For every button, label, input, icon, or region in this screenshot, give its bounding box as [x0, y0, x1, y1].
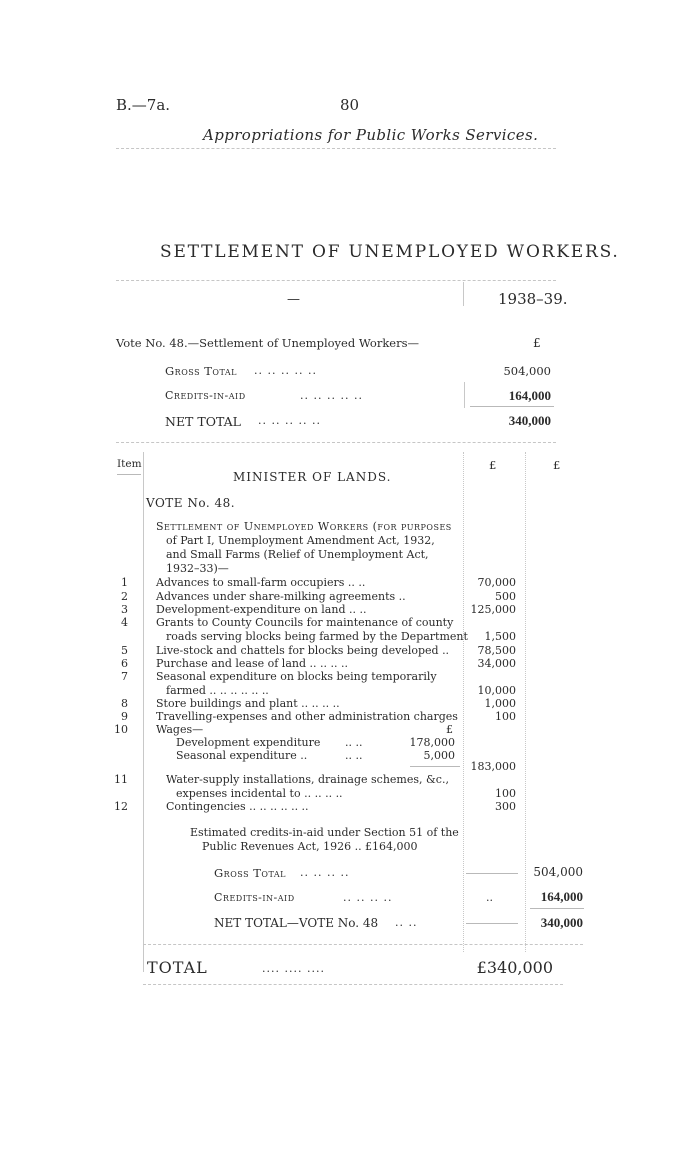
item-description: Purchase and lease of land .. .. .. .. [156, 657, 348, 670]
summary-gross-dots: .. .. .. .. .. [254, 364, 317, 377]
detail-gross-label: Gross Total [214, 866, 286, 880]
detail-credits-mid-dots: .. [486, 891, 493, 904]
amount-column-rule-1 [463, 452, 464, 952]
summary-net-label: NET TOTAL [165, 414, 241, 429]
amount-column-rule-2 [525, 452, 526, 952]
item-number: 10 [114, 723, 128, 736]
summary-year: 1938–39. [498, 290, 568, 308]
item-description: Grants to County Councils for maintenance of county [156, 616, 454, 629]
item-number: 8 [121, 697, 128, 710]
item-amount: 100 [495, 710, 516, 723]
item-number: 7 [121, 670, 128, 683]
intro-line-3: and Small Farms (Relief of Unemployment Act, [166, 548, 429, 561]
wages-row-label: Seasonal expenditure .. [176, 749, 308, 762]
wages-row-value: 5,000 [423, 749, 455, 762]
footer-divider [143, 984, 563, 985]
item-header-rule [117, 474, 141, 475]
minister-heading: MINISTER OF LANDS. [233, 470, 392, 484]
summary-dash: — [287, 292, 300, 307]
item-amount: 500 [495, 590, 516, 603]
item-description-continued: roads serving blocks being farmed by the Department [166, 630, 468, 643]
detail-net-leader [466, 923, 518, 924]
wages-currency: £ [446, 723, 453, 736]
grand-total-label: TOTAL [147, 958, 208, 977]
item-number: 12 [114, 800, 128, 813]
summary-net-dots: .. .. .. .. .. [258, 414, 321, 427]
credits-note-line-2: Public Revenues Act, 1926 .. £164,000 [202, 840, 418, 853]
summary-divider [116, 442, 556, 443]
item-description-continued: farmed .. .. .. .. .. .. [166, 684, 269, 697]
item-amount: 78,500 [477, 644, 516, 657]
summary-vote-label: Vote No. 48.—Settlement of Unemployed Workers— [116, 336, 420, 350]
credits-note-line-1: Estimated credits-in-aid under Section 51 of the [190, 826, 459, 839]
item-description: Seasonal expenditure on blocks being temporarily [156, 670, 437, 683]
section-title: SETTLEMENT OF UNEMPLOYED WORKERS. [160, 242, 620, 262]
item-column-rule [143, 452, 144, 972]
intro-line-4: 1932–33)— [166, 562, 229, 575]
summary-credits-label: Credits-in-aid [165, 389, 246, 402]
item-amount: 34,000 [477, 657, 516, 670]
vote-heading: VOTE No. 48. [146, 496, 236, 510]
grand-total-value: £340,000 [476, 958, 553, 977]
item-description: Store buildings and plant .. .. .. .. [156, 697, 340, 710]
item-number: 2 [121, 590, 128, 603]
item-number: 3 [121, 603, 128, 616]
header-divider [116, 148, 556, 149]
detail-net-dots: .. .. [395, 916, 418, 929]
wages-row-value: 178,000 [409, 736, 455, 749]
item-amount: 10,000 [477, 684, 516, 697]
item-number: 11 [114, 773, 128, 786]
wages-subtotal-rule [410, 766, 460, 767]
detail-gross-value: 504,000 [533, 865, 583, 879]
item-description-continued: expenses incidental to .. .. .. .. [176, 787, 343, 800]
detail-credits-label: Credits-in-aid [214, 891, 295, 904]
item-amount: 1,000 [484, 697, 516, 710]
item-description: Advances under share-milking agreements .. [156, 590, 406, 603]
item-amount: 70,000 [477, 576, 516, 589]
detail-gross-leader [466, 873, 518, 874]
item-number: 1 [121, 576, 128, 589]
wages-row-label: Development expenditure [176, 736, 321, 749]
detail-credits-value: 164,000 [540, 889, 583, 904]
item-amount: 100 [495, 787, 516, 800]
summary-currency: £ [533, 336, 541, 350]
item-description: Development-expenditure on land .. .. [156, 603, 367, 616]
summary-subtotal-rule [470, 406, 554, 407]
detail-credits-dots: .. .. .. .. [343, 891, 393, 904]
wages-row-dots: .. .. [345, 736, 363, 749]
summary-column-rule [463, 282, 464, 306]
title-divider [116, 280, 556, 281]
item-column-header: Item [117, 458, 142, 470]
summary-credits-dots: .. .. .. .. .. [300, 389, 363, 402]
item-number: 5 [121, 644, 128, 657]
intro-line-2: of Part I, Unemployment Amendment Act, 1932, [166, 534, 435, 547]
item-description: Wages— [156, 723, 204, 736]
summary-gross-value: 504,000 [503, 364, 551, 378]
detail-currency-2: £ [553, 458, 561, 472]
item-amount: 1,500 [484, 630, 516, 643]
item-amount: 125,000 [470, 603, 516, 616]
detail-gross-dots: .. .. .. .. [300, 866, 350, 879]
detail-net-value: 340,000 [540, 915, 583, 930]
page-subtitle: Appropriations for Public Works Services. [203, 126, 539, 144]
item-description: Water-supply installations, drainage schemes, &c., [166, 773, 449, 786]
item-description: Travelling-expenses and other administration charges [156, 710, 458, 723]
item-number: 4 [121, 616, 128, 629]
summary-credits-rule [464, 382, 465, 408]
summary-credits-value: 164,000 [508, 388, 551, 403]
detail-net-label: NET TOTAL—VOTE No. 48 [214, 916, 379, 930]
grand-total-dots: .... .... .... [262, 962, 325, 975]
item-amount: 300 [495, 800, 516, 813]
item-description: Live-stock and chattels for blocks being developed .. [156, 644, 450, 657]
intro-line-1: Settlement of Unemployed Workers (for purposes [156, 520, 452, 533]
item-number: 9 [121, 710, 128, 723]
detail-divider [143, 944, 583, 945]
wages-total: 183,000 [470, 760, 516, 773]
summary-gross-label: Gross Total [165, 364, 237, 378]
item-description: Contingencies .. .. .. .. .. .. [166, 800, 309, 813]
document-reference: B.—7a. [116, 96, 171, 114]
detail-subtotal-rule [530, 908, 584, 909]
item-description: Advances to small-farm occupiers .. .. [156, 576, 366, 589]
detail-currency-1: £ [489, 458, 497, 472]
summary-net-value: 340,000 [508, 413, 551, 428]
wages-row-dots: .. .. [345, 749, 363, 762]
page-number: 80 [340, 96, 360, 114]
item-number: 6 [121, 657, 128, 670]
